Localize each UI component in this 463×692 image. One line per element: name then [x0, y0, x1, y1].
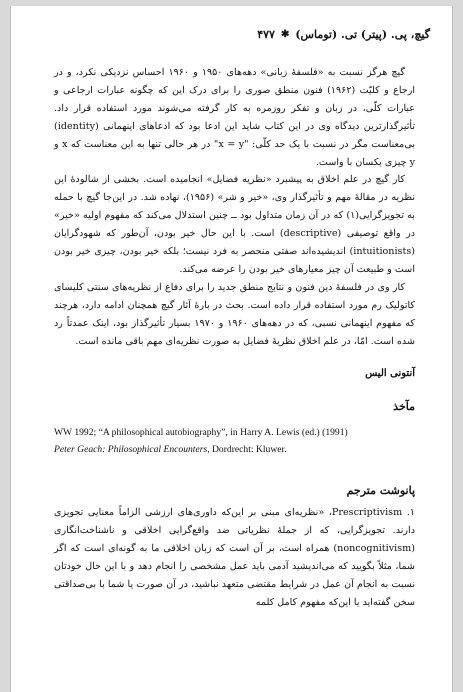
translator-notes-heading: پانوشت مترجم	[346, 484, 415, 498]
reference-part-2: , Dordrecht: Kluwer.	[207, 444, 287, 456]
page-body	[54, 64, 415, 612]
paragraph-1: گیچ هرگز نسبت به «فلسفهٔ زبانی» دهه‌های ۱۹۵۰ و ۱۹۶۰ احساس نزدیکی نکرد، و در ارجاع و کلیّت (۱۹۶۲) فنون منطق صوری را برای درک این که چگونه عبارات ارجاعی و عبارات کلّی، در زبان و تفکر روزمره به کار گرفته می‌شوند مورد استفاده قرار داد. تأثیرگذارترین دیدگاه وی در این کتاب شاید این ادعا بود که ادعاهای اینهمانی (identity) بی‌معناست مگر در نسبت با یک حد کلّی: "x = y" در هر حالی تنها به این معناست که x و y چیزی یکسان با واست.	[54, 67, 416, 168]
references-heading: مآخذ	[393, 400, 415, 414]
header-title: گیچ، پی. (پیتر) تی. (توماس)	[295, 27, 430, 41]
reference-book-title: Peter Geach: Philosophical Encounters	[54, 444, 208, 456]
author-signature: آنتونی الیس	[365, 367, 415, 379]
reference-entry	[54, 424, 415, 458]
page-number: ۴۷۷	[257, 27, 275, 41]
star-icon: ✱	[280, 28, 290, 40]
running-header	[33, 26, 430, 42]
reference-part-1: WW 1992; “A philosophical autobiography”, in Harry A. Lewis (ed.) (1991)	[54, 427, 348, 439]
book-page	[11, 6, 452, 692]
translator-note	[54, 504, 415, 611]
paragraph-3: کار وی در فلسفهٔ دین فنون و نتایج منطق جدید را برای دفاع از نظریه‌های سنتی کلیسای کاتولیک رم مورد استفاده قرار داده است. بحث در بارهٔ آثار گیچ همچنان ادامه دارد، هرچند که مفهوم اینهمانی نسبی، که در دهه‌های ۱۹۶۰ و ۱۹۷۰ بسیار تأثیرگذار بود، اینک عمدتاً رد شده است. امّا، در علم اخلاق نظریهٔ فضایل به صورت نظریه‌ای مهم باقی مانده است.	[54, 281, 415, 347]
paragraph-2: کار گیچ در علم اخلاق به پیشبرد «نظریه فضایل» انجامیده است. بخشی از شالودهٔ این نظریه در مقالهٔ مهم و تأثیرگذار وی، «خیر و شر» (۱۹۵۶)، نهاده شد. در این‌جا گیچ با حمله به تجویزگرایی(۱) که در آن زمان متداول بود ــ چنین استدلال می‌کند که مفهوم اولیه «خیر» در واقع توصیفی (descriptive) است. با این حال خیر بودن، آن‌طور که شهودگرایان (intuitionists) اندیشیده‌اند صفتی منحصر به فرد نیست؛ بلکه خیر بودن، چیزی خیر بودن است و طبیعت آن چیز معیارهای خیر بودن را عرضه می‌کند.	[54, 174, 415, 275]
translator-note-text: ۱. Prescriptivism، «نظریه‌ای مبنی بر این‌که داوری‌های ارزشی الزاماً معنایی تجویزی دارند. تجویزگرایی، که از جملهٔ نظریاتی ضد واقع‌گرایی اخلاقی و ناشناخت‌انگاری (noncognitivism) همراه است، بر آن است که زبان اخلاقی ما به گونه‌ای است که اگر شما، مثلاً بگویید که می‌اندیشید آدمی باید عمل مشخصی را انجام دهد و با این حال خودتان نسبت به انجام آن عمل در شرایط مقتضی متعهد نباشید، در آن صورت یا شما با بی‌صداقتی سخن گفته‌اید یا این‌که مفهوم کامل کلمه	[54, 507, 415, 608]
